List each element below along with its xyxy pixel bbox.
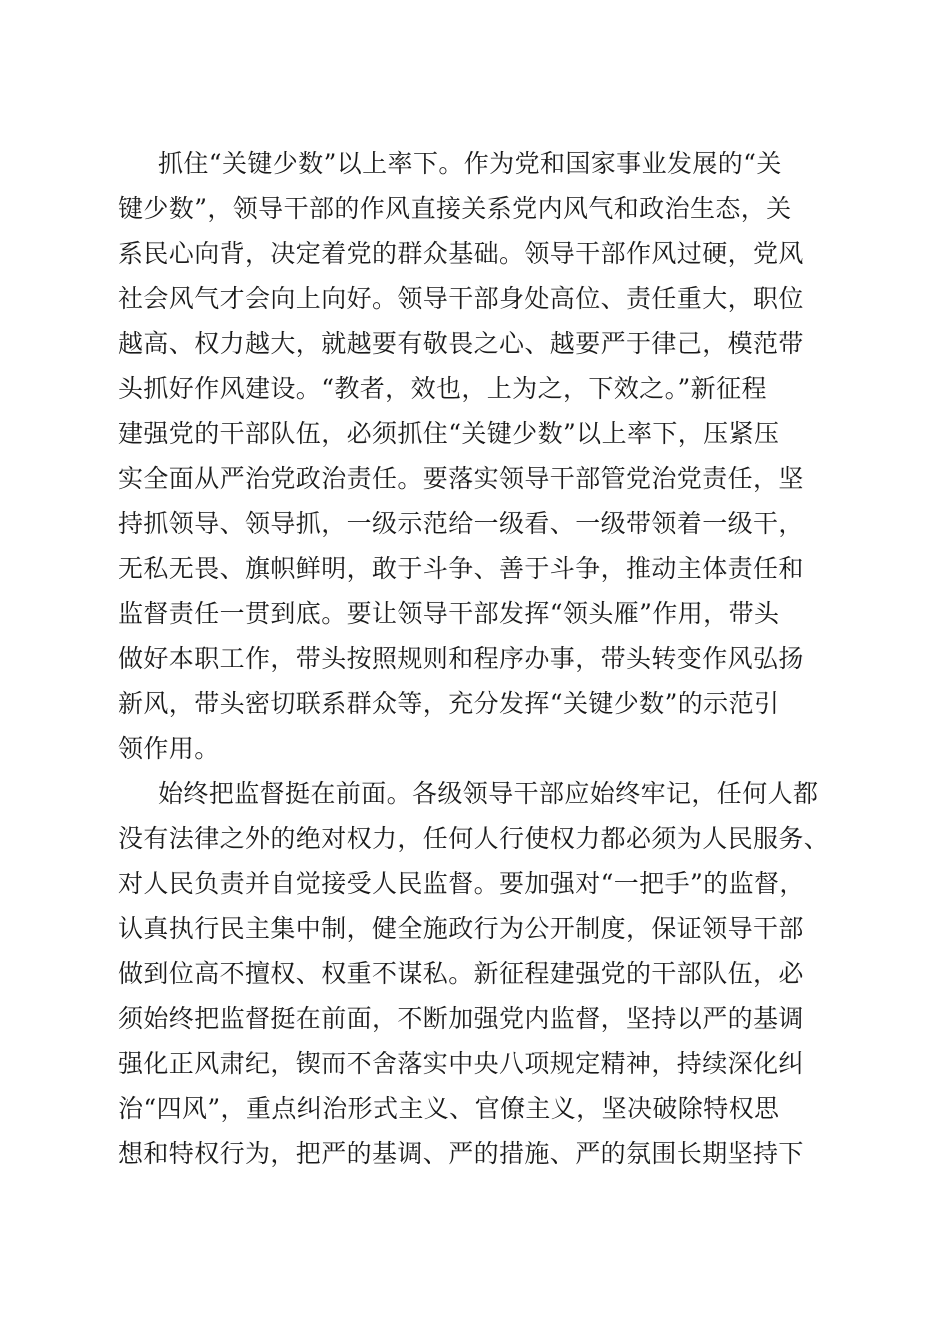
paragraph-line: 须始终把监督挺在前面，不断加强党内监督，坚持以严的基调 xyxy=(118,1004,804,1033)
paragraph-line: 没有法律之外的绝对权力，任何人行使权力都必须为人民服务、 xyxy=(118,824,830,853)
paragraph-line: 做好本职工作，带头按照规则和程序办事，带头转变作风弘扬 xyxy=(118,644,804,673)
paragraph-line: 治“四风”，重点纠治形式主义、官僚主义，坚决破除特权思 xyxy=(118,1094,780,1123)
paragraph-line: 新风，带头密切联系群众等，充分发挥“关键少数”的示范引 xyxy=(118,689,780,718)
paragraph-line: 监督责任一贯到底。要让领导干部发挥“领头雁”作用，带头 xyxy=(118,599,780,628)
paragraph-line: 始终把监督挺在前面。各级领导干部应始终牢记，任何人都 xyxy=(158,779,819,808)
paragraph-line: 做到位高不擅权、权重不谋私。新征程建强党的干部队伍，必 xyxy=(118,959,804,988)
paragraph-line: 对人民负责并自觉接受人民监督。要加强对“一把手”的监督， xyxy=(118,869,805,898)
paragraph-line: 实全面从严治党政治责任。要落实领导干部管党治党责任，坚 xyxy=(118,464,804,493)
paragraph-line: 建强党的干部队伍，必须抓住“关键少数”以上率下，压紧压 xyxy=(118,419,780,448)
paragraph-line: 强化正风肃纪，锲而不舍落实中央八项规定精神，持续深化纠 xyxy=(118,1049,804,1078)
paragraph-line: 无私无畏、旗帜鲜明，敢于斗争、善于斗争，推动主体责任和 xyxy=(118,554,804,583)
paragraph-line: 认真执行民主集中制，健全施政行为公开制度，保证领导干部 xyxy=(118,914,804,943)
paragraph-line: 头抓好作风建设。“教者，效也，上为之，下效之。”新征程 xyxy=(118,374,767,403)
paragraph-line: 持抓领导、领导抓，一级示范给一级看、一级带领着一级干， xyxy=(118,509,804,538)
paragraph-line: 键少数”，领导干部的作风直接关系党内风气和政治生态，关 xyxy=(118,194,792,223)
paragraph-line: 社会风气才会向上向好。领导干部身处高位、责任重大，职位 xyxy=(118,284,804,313)
paragraph-line: 越高、权力越大，就越要有敬畏之心、越要严于律己，模范带 xyxy=(118,329,804,358)
paragraph-line: 系民心向背，决定着党的群众基础。领导干部作风过硬，党风 xyxy=(118,239,804,268)
paragraph-line: 想和特权行为，把严的基调、严的措施、严的氛围长期坚持下 xyxy=(118,1139,804,1168)
paragraph-line: 领作用。 xyxy=(118,734,220,763)
paragraph-line: 抓住“关键少数”以上率下。作为党和国家事业发展的“关 xyxy=(158,149,782,178)
